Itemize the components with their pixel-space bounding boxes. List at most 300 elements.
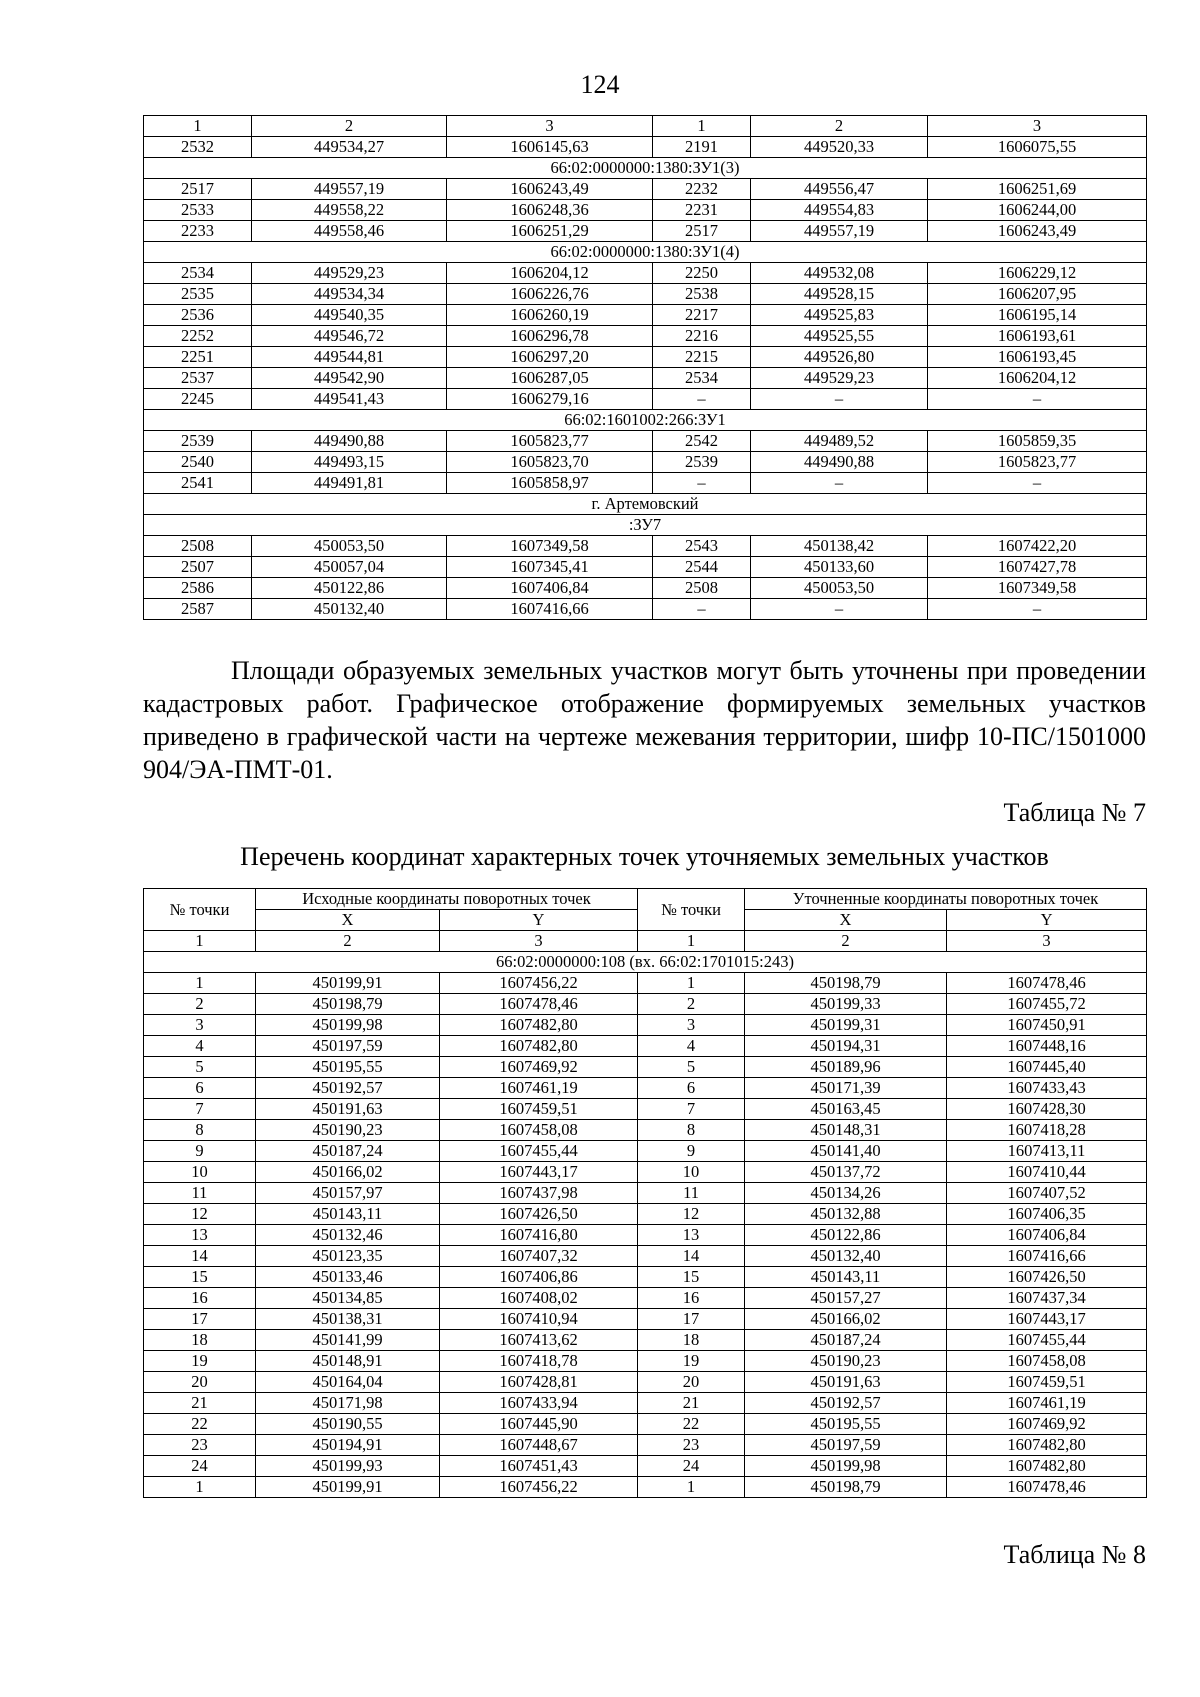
section-row [144,410,1147,431]
table-cell: 450190,55 [256,1414,440,1435]
table-cell: 450171,98 [256,1393,440,1414]
table-cell: 2534 [144,263,252,284]
table-cell: – [653,473,751,494]
table-cell: 1607426,50 [947,1267,1147,1288]
section-row [144,494,1147,515]
table-cell: 20 [144,1372,256,1393]
table-cell: 17 [144,1309,256,1330]
refined-coordinates-table [143,888,1147,1498]
table-7-label: Таблица № 7 [1003,798,1146,827]
table-cell: 450138,42 [751,536,928,557]
table-cell: 1607451,43 [440,1456,638,1477]
table-row [144,326,1147,347]
table-cell: 11 [638,1183,745,1204]
table-cell: 2539 [144,431,252,452]
table-cell: 1607433,94 [440,1393,638,1414]
table-cell: 18 [638,1330,745,1351]
body-paragraph: Площади образуемых земельных участков могут быть уточнены при проведении кадастровых работ. Графическое отображение формируемых земельных участков приведено в графической части на чертеже межевания территории, шифр 10-ПС/1501000 904/ЭА-ПМТ-01. [143,656,1146,784]
table-cell: 4 [638,1036,745,1057]
table-cell: 4 [144,1036,256,1057]
table-cell: 1607461,19 [440,1078,638,1099]
table-cell: 449532,08 [751,263,928,284]
table-cell: 1607482,80 [947,1435,1147,1456]
table-cell: 2517 [144,179,252,200]
table-cell: 450199,33 [745,994,947,1015]
table-cell: 450189,96 [745,1057,947,1078]
table-cell: 1607458,08 [440,1120,638,1141]
table-cell: 449525,83 [751,305,928,326]
table-row [144,1330,1147,1351]
table-row [144,973,1147,994]
section-row [144,158,1147,179]
column-number: 1 [638,931,745,952]
column-number: 1 [144,931,256,952]
table-cell: 450122,86 [745,1225,947,1246]
table-cell: 450148,31 [745,1120,947,1141]
table-cell: 1607428,30 [947,1099,1147,1120]
column-number: 2 [252,116,447,137]
table-cell: 1607459,51 [440,1099,638,1120]
section-label: г. Артемовский [144,494,1147,515]
table-cell: 1607345,41 [447,557,653,578]
table-row [144,1477,1147,1498]
table-row [144,431,1147,452]
table-cell: 450195,55 [256,1057,440,1078]
table-cell: – [653,389,751,410]
table-cell: 15 [638,1267,745,1288]
table-cell: 1607406,84 [447,578,653,599]
table-7-caption: Перечень координат характерных точек уточняемых земельных участков [240,842,1049,871]
table-cell: 1605823,77 [928,452,1147,473]
table-cell: – [751,599,928,620]
table-cell: 24 [638,1456,745,1477]
table-cell: 450192,57 [745,1393,947,1414]
table-cell: 1606193,45 [928,347,1147,368]
table-cell: 450187,24 [745,1330,947,1351]
table-cell: 1607437,98 [440,1183,638,1204]
table-cell: 450195,55 [745,1414,947,1435]
table-cell: 450199,93 [256,1456,440,1477]
table-cell: 1606260,19 [447,305,653,326]
table-cell: 2539 [653,452,751,473]
table-cell: 450053,50 [252,536,447,557]
table-cell: 450187,24 [256,1141,440,1162]
table-cell: 1606229,12 [928,263,1147,284]
table-cell: 3 [638,1015,745,1036]
table-cell: 449520,33 [751,137,928,158]
table-cell: 6 [144,1078,256,1099]
table-row [144,305,1147,326]
table-cell: 449557,19 [252,179,447,200]
table-row [144,200,1147,221]
table-cell: 5 [144,1057,256,1078]
table-row [144,1162,1147,1183]
table-cell: 450191,63 [256,1099,440,1120]
table-cell: 2233 [144,221,252,242]
table-cell: 450166,02 [256,1162,440,1183]
table-cell: 1607349,58 [447,536,653,557]
table-cell: 450171,39 [745,1078,947,1099]
table-cell: 2 [638,994,745,1015]
table-cell: 1607455,72 [947,994,1147,1015]
table-row [144,347,1147,368]
table-row [144,1057,1147,1078]
table-cell: 1606279,16 [447,389,653,410]
table-cell: 449493,15 [252,452,447,473]
table-cell: – [928,389,1147,410]
table-cell: 20 [638,1372,745,1393]
table-cell: 10 [144,1162,256,1183]
table-row [144,137,1147,158]
table-row [144,1015,1147,1036]
table-cell: 450198,79 [256,994,440,1015]
table-cell: 1607478,46 [440,994,638,1015]
table-cell: 449541,43 [252,389,447,410]
table-cell: 23 [144,1435,256,1456]
table-cell: 1606204,12 [928,368,1147,389]
table-cell: 450132,46 [256,1225,440,1246]
table-cell: 1607418,78 [440,1351,638,1372]
table-row [144,536,1147,557]
table-cell: 1607450,91 [947,1015,1147,1036]
table-cell: – [751,473,928,494]
table-row [144,452,1147,473]
table-cell: 1607407,52 [947,1183,1147,1204]
table-row [144,1288,1147,1309]
table-cell: 450123,35 [256,1246,440,1267]
table-cell: 23 [638,1435,745,1456]
table-cell: 450141,99 [256,1330,440,1351]
table-cell: 2544 [653,557,751,578]
table-cell: 450166,02 [745,1309,947,1330]
table-cell: 16 [144,1288,256,1309]
table-row [144,1435,1147,1456]
page-number: 124 [580,70,620,99]
table-cell: 450199,91 [256,973,440,994]
table-cell: 3 [144,1015,256,1036]
table-cell: 449528,15 [751,284,928,305]
table-cell: 450164,04 [256,1372,440,1393]
table-cell: 1605859,35 [928,431,1147,452]
table-cell: 450134,26 [745,1183,947,1204]
table-cell: 1606145,63 [447,137,653,158]
table-cell: 450198,79 [745,1477,947,1498]
table-cell: 1607406,35 [947,1204,1147,1225]
table-cell: 450157,97 [256,1183,440,1204]
table-cell: – [653,599,751,620]
table-cell: 10 [638,1162,745,1183]
table-cell: 449529,23 [252,263,447,284]
table-cell: 450133,46 [256,1267,440,1288]
table-cell: 2586 [144,578,252,599]
table-cell: 2252 [144,326,252,347]
table-8-label: Таблица № 8 [1003,1540,1146,1569]
table-row [144,221,1147,242]
table-cell: 1607422,20 [928,536,1147,557]
table-cell: 18 [144,1330,256,1351]
table-cell: 8 [638,1120,745,1141]
section-row [144,952,1147,973]
table-cell: 1607410,94 [440,1309,638,1330]
table-cell: 2537 [144,368,252,389]
table-cell: 24 [144,1456,256,1477]
table-cell: 449491,81 [252,473,447,494]
table-row [144,1372,1147,1393]
table-cell: 450157,27 [745,1288,947,1309]
table-cell: 1607448,67 [440,1435,638,1456]
table-row [144,263,1147,284]
table-cell: 1 [638,973,745,994]
table-cell: 1607426,50 [440,1204,638,1225]
column-numbers-row [144,116,1147,137]
table-cell: 2534 [653,368,751,389]
table-cell: 1606243,49 [928,221,1147,242]
table-cell: 450163,45 [745,1099,947,1120]
column-numbers-row [144,931,1147,952]
table-cell: 450122,86 [252,578,447,599]
table-cell: 450198,79 [745,973,947,994]
table-cell: 450057,04 [252,557,447,578]
table-cell: 2215 [653,347,751,368]
header-row-top [144,889,1147,910]
table-cell: 21 [638,1393,745,1414]
table-cell: 1607482,80 [440,1015,638,1036]
table-cell: 2535 [144,284,252,305]
table-cell: 21 [144,1393,256,1414]
table-cell: 449546,72 [252,326,447,347]
table-cell: 1606226,76 [447,284,653,305]
table-cell: 2217 [653,305,751,326]
table-cell: 14 [144,1246,256,1267]
table-cell: 1607469,92 [947,1414,1147,1435]
section-label: 66:02:0000000:1380:ЗУ1(3) [144,158,1147,179]
table-cell: 450148,91 [256,1351,440,1372]
table-cell: 1607458,08 [947,1351,1147,1372]
table-row [144,1309,1147,1330]
table-cell: 1606244,00 [928,200,1147,221]
table-cell: 2532 [144,137,252,158]
table-cell: 1607482,80 [440,1036,638,1057]
table-cell: 450132,40 [252,599,447,620]
table-row [144,1183,1147,1204]
header-x: X [256,910,440,931]
table-row [144,1225,1147,1246]
coordinates-table-continued [143,115,1147,620]
column-number: 3 [928,116,1147,137]
table-cell: 450190,23 [256,1120,440,1141]
table-cell: 1607461,19 [947,1393,1147,1414]
table-row [144,1120,1147,1141]
table-row [144,1246,1147,1267]
table-cell: – [751,389,928,410]
table-cell: 450143,11 [745,1267,947,1288]
table-row [144,1351,1147,1372]
table-cell: 6 [638,1078,745,1099]
table-cell: 450138,31 [256,1309,440,1330]
table-cell: 1607445,40 [947,1057,1147,1078]
column-number: 1 [653,116,751,137]
header-point-number: № точки [144,889,256,931]
table-cell: 11 [144,1183,256,1204]
column-number: 3 [440,931,638,952]
table-cell: 22 [144,1414,256,1435]
table-cell: 450197,59 [256,1036,440,1057]
table-cell: 1606251,69 [928,179,1147,200]
table-cell: 1606251,29 [447,221,653,242]
table-cell: 1606075,55 [928,137,1147,158]
table-cell: 450134,85 [256,1288,440,1309]
table-cell: 1607416,66 [447,599,653,620]
table-cell: 449489,52 [751,431,928,452]
table-cell: 450199,98 [745,1456,947,1477]
table-row [144,368,1147,389]
header-x: X [745,910,947,931]
column-number: 2 [256,931,440,952]
table-cell: 1607349,58 [928,578,1147,599]
table-cell: 1606243,49 [447,179,653,200]
table-cell: 1605858,97 [447,473,653,494]
table-cell: 2543 [653,536,751,557]
table-cell: 2542 [653,431,751,452]
table-cell: 1607408,02 [440,1288,638,1309]
table-cell: 1607427,78 [928,557,1147,578]
table-cell: 450132,88 [745,1204,947,1225]
table-cell: 1607413,11 [947,1141,1147,1162]
section-label: 66:02:0000000:1380:ЗУ1(4) [144,242,1147,263]
table-row [144,473,1147,494]
table-cell: 1 [144,1477,256,1498]
table-cell: 2250 [653,263,751,284]
table-cell: 14 [638,1246,745,1267]
table-cell: 2 [144,994,256,1015]
table-cell: 1606287,05 [447,368,653,389]
table-row [144,599,1147,620]
table-cell: 449554,83 [751,200,928,221]
table-cell: 1606296,78 [447,326,653,347]
table-cell: 1607456,22 [440,1477,638,1498]
table-cell: 449526,80 [751,347,928,368]
table-cell: 19 [638,1351,745,1372]
table-cell: 450143,11 [256,1204,440,1225]
table-row [144,1036,1147,1057]
table-cell: 450191,63 [745,1372,947,1393]
section-row [144,515,1147,536]
table-cell: 9 [144,1141,256,1162]
table-cell: 2541 [144,473,252,494]
table-cell: 13 [144,1225,256,1246]
column-number: 1 [144,116,252,137]
table-cell: 2540 [144,452,252,473]
table-cell: 1606248,36 [447,200,653,221]
header-y: Y [947,910,1147,931]
table-row [144,1099,1147,1120]
section-row [144,242,1147,263]
table-cell: 2251 [144,347,252,368]
table-cell: 450190,23 [745,1351,947,1372]
table-cell: 450194,91 [256,1435,440,1456]
table-cell: 1607445,90 [440,1414,638,1435]
table-row [144,994,1147,1015]
table-row [144,389,1147,410]
table-row [144,1267,1147,1288]
table-cell: 449557,19 [751,221,928,242]
table-cell: 450192,57 [256,1078,440,1099]
column-number: 2 [745,931,947,952]
table-cell: 1605823,77 [447,431,653,452]
table-cell: 2508 [144,536,252,557]
table-cell: 449544,81 [252,347,447,368]
section-label: 66:02:1601002:266:ЗУ1 [144,410,1147,431]
table-cell: 1607482,80 [947,1456,1147,1477]
table-cell: 1606204,12 [447,263,653,284]
table-cell: 450199,31 [745,1015,947,1036]
table-cell: 450199,98 [256,1015,440,1036]
table-cell: 450197,59 [745,1435,947,1456]
column-number: 2 [751,116,928,137]
table-cell: 2231 [653,200,751,221]
table-row [144,284,1147,305]
table-cell: 450132,40 [745,1246,947,1267]
table-cell: 449556,47 [751,179,928,200]
section-label: :ЗУ7 [144,515,1147,536]
table-cell: 2587 [144,599,252,620]
table-cell: 1606207,95 [928,284,1147,305]
table-cell: 1606195,14 [928,305,1147,326]
table-cell: 449540,35 [252,305,447,326]
table-row [144,1456,1147,1477]
table-cell: 7 [144,1099,256,1120]
table-cell: 449525,55 [751,326,928,347]
table-cell: 1607416,66 [947,1246,1147,1267]
table-cell: 15 [144,1267,256,1288]
table-cell: 1607437,34 [947,1288,1147,1309]
table-cell: 449558,46 [252,221,447,242]
table-cell: 449490,88 [252,431,447,452]
table-cell: 2538 [653,284,751,305]
table-cell: 9 [638,1141,745,1162]
table-cell: 1607407,32 [440,1246,638,1267]
table-cell: 450053,50 [751,578,928,599]
table-cell: 450141,40 [745,1141,947,1162]
column-number: 3 [447,116,653,137]
table-cell: 449558,22 [252,200,447,221]
table-cell: 2232 [653,179,751,200]
table-cell: 13 [638,1225,745,1246]
table-cell: 1 [638,1477,745,1498]
table-cell: 1605823,70 [447,452,653,473]
table-cell: 449534,34 [252,284,447,305]
table-cell: 450199,91 [256,1477,440,1498]
table-cell: 16 [638,1288,745,1309]
table-cell: 1607443,17 [440,1162,638,1183]
table-cell: 22 [638,1414,745,1435]
section-label: 66:02:0000000:108 (вх. 66:02:1701015:243) [144,952,1147,973]
table-cell: 12 [638,1204,745,1225]
table-cell: 1607456,22 [440,973,638,994]
table-cell: 1607406,86 [440,1267,638,1288]
table-cell: 5 [638,1057,745,1078]
table-cell: 449529,23 [751,368,928,389]
table-row [144,578,1147,599]
table-cell: 1607416,80 [440,1225,638,1246]
table-row [144,557,1147,578]
table-cell: 1606297,20 [447,347,653,368]
table-cell: – [928,599,1147,620]
table-cell: – [928,473,1147,494]
table-row [144,1141,1147,1162]
table-cell: 8 [144,1120,256,1141]
table-cell: 7 [638,1099,745,1120]
